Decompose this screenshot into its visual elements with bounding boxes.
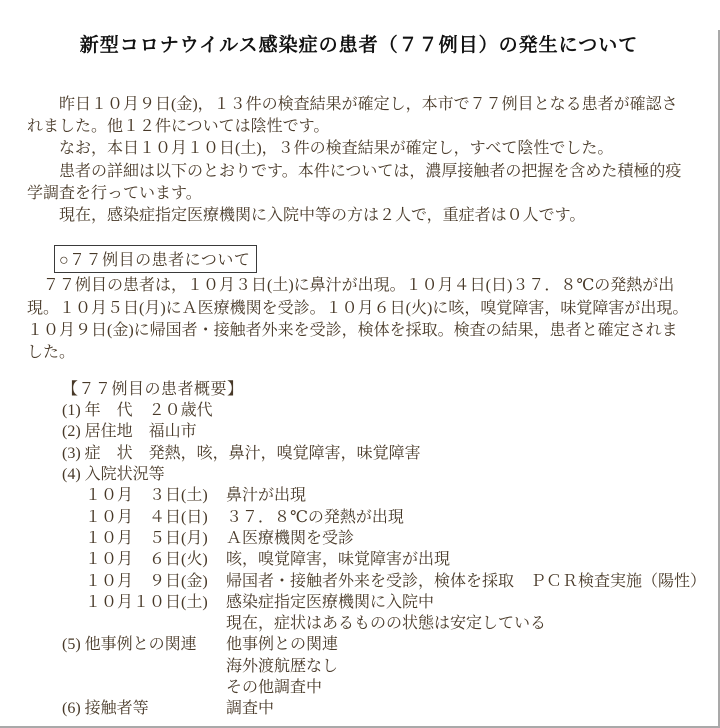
summary-row-residence: (2) 居住地 福山市: [62, 423, 197, 441]
summary-row-age: (1) 年 代 ２０歳代: [62, 402, 213, 420]
intro-paragraph: 昨日１０月９日(金)，１３件の検査結果が確定し，本市で７７例目となる患者が確認されました。他１２件については陰性です。: [27, 96, 678, 136]
date-cell: [85, 613, 226, 634]
row-value: 他事例との関連: [226, 636, 339, 654]
hospitalization-row: [85, 549, 698, 570]
row-value: 調査中: [226, 700, 275, 718]
press-release-page: [0, 30, 720, 728]
summary-row-relation-extra: [62, 677, 698, 698]
page-title: 新型コロナウイルス感染症の患者（７７例目）の発生について: [79, 35, 639, 56]
event-cell: 感染症指定医療機関に入院中: [226, 593, 435, 611]
event-cell: 咳，嗅覚障害，味覚障害が出現: [226, 551, 451, 569]
date-cell: １０月 ６日(火): [85, 551, 208, 569]
date-cell: １０月 ４日(日): [85, 508, 208, 526]
hospitalization-row: [85, 592, 698, 613]
date-cell: １０月１０日(土): [85, 593, 208, 611]
row-label: (6) 接触者等: [62, 700, 149, 718]
intro-paragraph: 現在，感染症指定医療機関に入院中等の方は２人で，重症者は０人です。: [59, 207, 586, 225]
intro-paragraph: なお，本日１０月１０日(土)，３件の検査結果が確定し，すべて陰性でした。: [59, 140, 614, 158]
summary-row-contacts: [62, 698, 698, 719]
case-detail-paragraph: ７７例目の患者は，１０月３日(土)に鼻汁が出現。１０月４日(日)３７．８℃の発熱が出現。１０月５日(月)にＡ医療機関を受診。１０月６日(火)に咳，嗅覚障害，味覚障害が出現。１０月９日(金)に帰国者・接触者外来を受診，検体を採取。検査の結果，患者と確定されました。: [27, 277, 689, 362]
summary-row-hospitalization: (4) 入院状況等: [62, 466, 165, 484]
date-cell: １０月 ９日(金): [85, 572, 208, 590]
hospitalization-row: [85, 613, 698, 634]
event-cell: 現在，症状はあるものの状態は安定している: [226, 615, 547, 633]
row-label: [62, 656, 226, 677]
date-cell: １０月 ５日(月): [85, 529, 208, 547]
hospitalization-row: [85, 485, 698, 506]
row-label: [62, 677, 226, 698]
intro-section: [27, 94, 690, 227]
case-section-heading: ○７７例目の患者について: [54, 245, 257, 273]
summary-heading: 【７７例目の患者概要】: [62, 380, 244, 398]
summary-row-relation-extra: [62, 656, 698, 677]
patient-summary-section: [62, 379, 707, 720]
row-value: その他調査中: [226, 679, 323, 696]
event-cell: 鼻汁が出現: [226, 487, 307, 505]
hospitalization-row: [85, 507, 698, 528]
summary-row-relation: [62, 634, 698, 655]
hospitalization-row: [85, 571, 707, 592]
summary-row-symptoms: (3) 症 状 発熱，咳，鼻汁，嗅覚障害，味覚障害: [62, 444, 421, 462]
event-cell: ３７．８℃の発熱が出現: [226, 508, 404, 526]
event-cell: 帰国者・接触者外来を受診，検体を採取 ＰＣＲ検査実施（陽性）: [226, 572, 707, 590]
event-cell: Ａ医療機関を受診: [226, 529, 355, 547]
hospitalization-row: [85, 528, 698, 549]
date-cell: １０月 ３日(土): [85, 487, 208, 505]
row-label: (5) 他事例との関連: [62, 636, 197, 654]
row-value: 海外渡航歴なし: [226, 657, 339, 675]
intro-paragraph: 患者の詳細は以下のとおりです。本件については，濃厚接触者の把握を含めた積極的疫学調査を行っています。: [27, 162, 682, 202]
